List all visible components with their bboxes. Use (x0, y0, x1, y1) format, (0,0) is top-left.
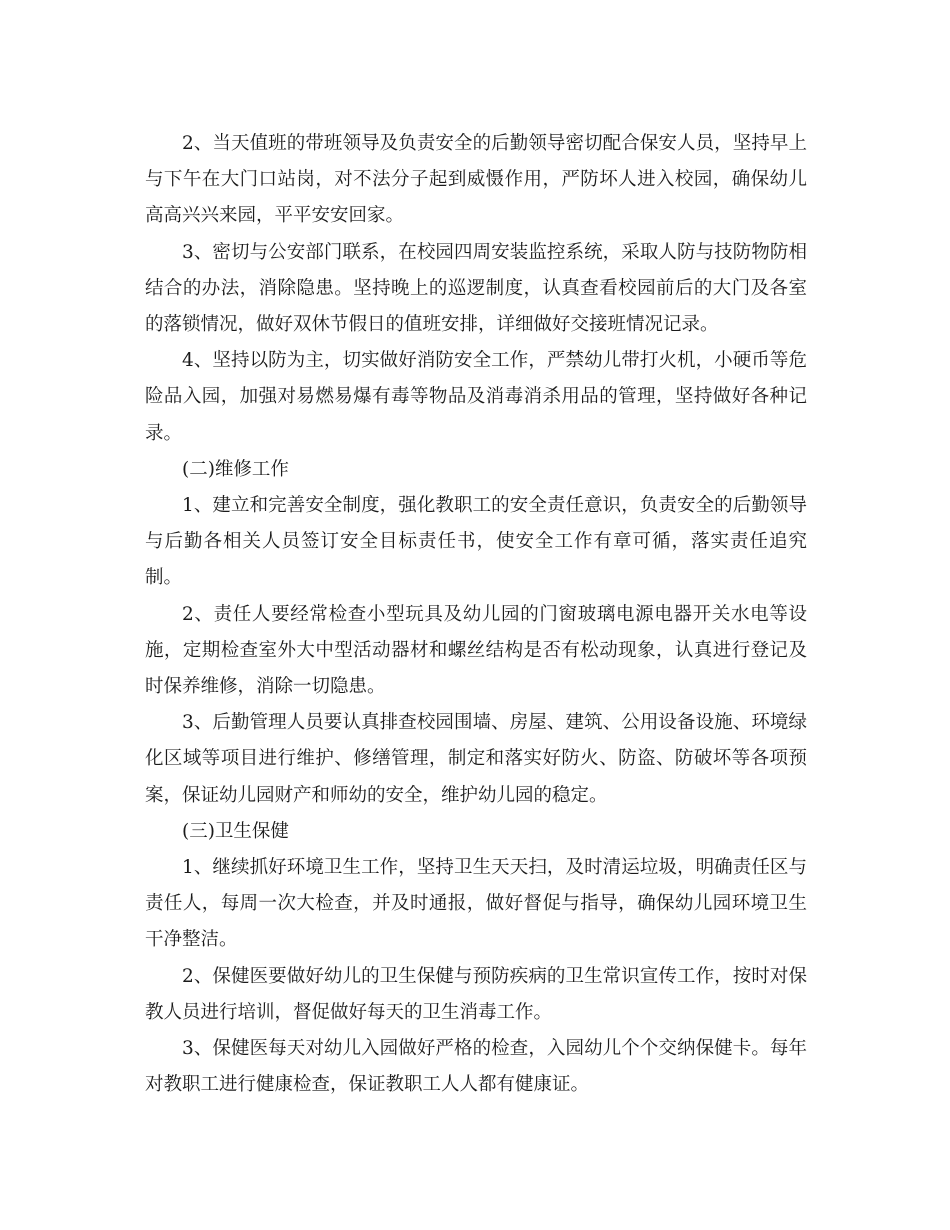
paragraph-health-2: 2、保健医要做好幼儿的卫生保健与预防疾病的卫生常识宣传工作，按时对保教人员进行培训，督促做好每天的卫生消毒工作。 (145, 965, 807, 1023)
paragraph-safety-2: 2、当天值班的带班领导及负责安全的后勤领导密切配合保安人员，坚持早上与下午在大门口站岗，对不法分子起到威慑作用，严防坏人进入校园，确保幼儿高高兴兴来园，平平安安回家。 (145, 133, 807, 227)
paragraph-maintenance-1: 1、建立和完善安全制度，强化教职工的安全责任意识，负责安全的后勤领导与后勤各相关人员签订安全目标责任书，使安全工作有章可循，落实责任追究制。 (145, 495, 807, 589)
document-body (145, 126, 807, 1103)
paragraph-maintenance-3: 3、后勤管理人员要认真排查校园围墙、房屋、建筑、公用设备设施、环境绿化区域等项目进行维护、修缮管理，制定和落实好防火、防盗、防破坏等各项预案，保证幼儿园财产和师幼的安全，维护幼儿园的稳定。 (145, 712, 807, 806)
paragraph-safety-4: 4、坚持以防为主，切实做好消防安全工作，严禁幼儿带打火机，小硬币等危险品入园，加强对易燃易爆有毒等物品及消毒消杀用品的管理，坚持做好各种记录。 (145, 350, 807, 444)
section-heading-health: (三)卫生保健 (182, 820, 289, 842)
section-heading-maintenance: (二)维修工作 (182, 458, 289, 480)
paragraph-safety-3: 3、密切与公安部门联系，在校园四周安装监控系统，采取人防与技防物防相结合的办法，消除隐患。坚持晚上的巡逻制度，认真查看校园前后的大门及各室的落锁情况，做好双休节假日的值班安排，详细做好交接班情况记录。 (145, 241, 807, 336)
paragraph-health-1: 1、继续抓好环境卫生工作，坚持卫生天天扫，及时清运垃圾，明确责任区与责任人，每周一次大检查，并及时通报，做好督促与指导，确保幼儿园环境卫生干净整洁。 (145, 857, 807, 951)
paragraph-health-3: 3、保健医每天对幼儿入园做好严格的检查，入园幼儿个个交纳保健卡。每年对教职工进行健康检查，保证教职工人人都有健康证。 (145, 1038, 807, 1096)
paragraph-maintenance-2: 2、责任人要经常检查小型玩具及幼儿园的门窗玻璃电源电器开关水电等设施，定期检查室外大中型活动器材和螺丝结构是否有松动现象，认真进行登记及时保养维修，消除一切隐患。 (145, 603, 807, 698)
